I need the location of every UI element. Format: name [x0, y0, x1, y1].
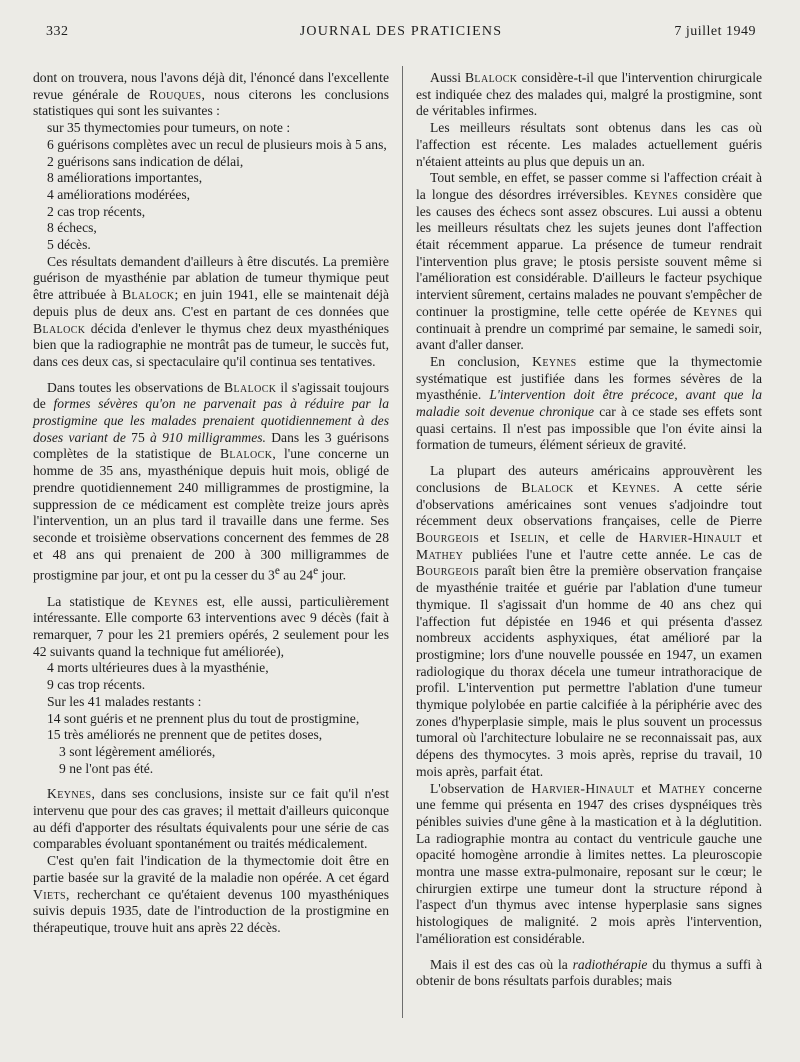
running-header	[46, 24, 756, 46]
list-intro: sur 35 thymectomies pour tumeurs, on note :	[47, 120, 291, 136]
list-item: 9 cas trop récents.	[47, 677, 146, 693]
list-item: 2 guérisons sans indication de délai,	[47, 153, 244, 169]
list-item: 4 améliorations modérées,	[47, 186, 191, 202]
paragraph: En conclusion, Keynes estime que la thymectomie systématique est justifiée dans les formes sévères de la myasthénie. L'intervention doit être précoce, avant que la maladie soit devenue chronique car à ce stade ses effets sont quasi certains. Il n'est pas impossible que l'on évite ainsi la formation de tumeurs, élément sérieux de gravité.	[416, 353, 763, 453]
list-item: 5 décès.	[47, 237, 91, 253]
paragraph: dont on trouvera, nous l'avons déjà dit, l'énoncé dans l'excellente revue générale de Rouques, nous citerons les conclusions statistiques qui sont les suivantes :	[33, 70, 389, 119]
left-column	[33, 70, 389, 937]
paragraph: Les meilleurs résultats sont obtenus dans les cas où l'affection est récente. Les malades actuellement guéris n'étaient atteints au plus que depuis un an.	[416, 120, 762, 169]
list-item: 3 sont légèrement améliorés,	[59, 743, 216, 759]
list-item: 15 très améliorés ne prennent que de petites doses,	[47, 727, 323, 743]
paragraph: Mais il est des cas où la radiothérapie du thymus a suffi à obtenir de bons résultats parfois durables; mais	[416, 956, 762, 989]
paragraph: Dans toutes les observations de Blalock il s'agissait toujours de formes sévères qu'on ne parvenait pas à réduire par la prostigmine que les malades prenaient quotidiennement à des doses variant de 75 à 910 milligrammes. Dans les 3 guérisons complètes de la statistique de Blalock, l'une concerne un homme de 35 ans, myasthénique depuis huit mois, obligé de prendre quotidiennement 240 milligrammes de prostigmine, la suppression de ce médicament est complète treize jours après l'intervention, un an plus tard il travaille dans une ferme. Ses seconde et troisième observations concernent des femmes de 28 et 48 ans qui prenaient de 200 à 300 milligrammes de prostigmine par jour, et ont pu la cesser du 3e au 24e jour.	[33, 379, 390, 583]
list-item: 2 cas trop récents,	[47, 203, 146, 219]
issue-date: 7 juillet 1949	[674, 24, 756, 39]
list-item: 8 améliorations importantes,	[47, 170, 203, 186]
list-item: 9 ne l'ont pas été.	[59, 760, 154, 776]
paragraph: La statistique de Keynes est, elle aussi, particulièrement intéressante. Elle comporte 63 interventions avec 9 décès (fait à remarquer, 7 pour les 21 premiers opérés, 2 seulement pour les 42 suivants quand la technique fut améliorée),	[33, 593, 389, 659]
list-item: 14 sont guéris et ne prennent plus du tout de prostigmine,	[47, 710, 360, 726]
paragraph: Keynes, dans ses conclusions, insiste sur ce fait qu'il n'est intervenu que pour des cas graves; il mettait d'ailleurs quiconque au défi d'apporter des résultats équivalents pour une série de cas comparables évoluant spontanément ou traités médicalement.	[33, 786, 389, 852]
list-item: 8 échecs,	[47, 220, 97, 236]
column-divider	[402, 66, 403, 1018]
paragraph: C'est qu'en fait l'indication de la thymectomie doit être en partie basée sur la gravité de la maladie non opérée. A cet égard Viets, recherchant ce qu'étaient devenus 100 myasthéniques suivis depuis 1935, date de l'introduction de la prostigmine en thérapeutique, trouve huit ans après 22 décès.	[33, 853, 389, 935]
paragraph: Ces résultats demandent d'ailleurs à être discutés. La première guérison de myasthénie par ablation de tumeur thymique peut être attribuée à Blalock; en juin 1941, elle se maintenait déjà depuis plus de deux ans. C'est en partant de ces données que Blalock décida d'enlever le thymus chez deux myasthéniques bien que la radiographie ne montrât pas de tumeur, le succès fut, dans ces deux cas, si spectaculaire qu'il continua ses tentatives.	[33, 253, 390, 369]
list-intro: Sur les 41 malades restants :	[47, 693, 202, 709]
page-number: 332	[46, 24, 69, 39]
list-item: 6 guérisons complètes avec un recul de plusieurs mois à 5 ans,	[47, 136, 387, 152]
right-column	[416, 70, 762, 990]
list-item: 4 morts ultérieures dues à la myasthénie,	[47, 660, 269, 676]
paragraph: La plupart des auteurs américains approuvèrent les conclusions de Blalock et Keynes. A cette série d'observations américaines sont venues s'adjoindre tout récemment deux observations françaises, celle de Pierre Bourgeois et Iselin, et celle de Harvier-Hinault et Mathey publiées l'une et l'autre cette année. Le cas de Bourgeois paraît bien être la première observation française de myasthénie traitée et guérie par l'ablation d'une tumeur thymique. Il s'agissait d'un homme de 40 ans chez qui l'affection fut dépistée en 1946 et qui présenta d'assez nombreux accidents asphyxiques, état amélioré par la prostigmine; lors d'une nouvelle poussée en 1947, un examen radiologique du thorax décela une tumeur intrathoracique de profil. L'intervention put permettre l'ablation d'une tumeur thymique polylobée en partie calcifiée à la périphérie avec des zones d'hyperplasie simple, mais le plus souvent un processus tumoral où l'architecture lobulaire ne se reconnaissait pas, aux dépens des thymocytes. 3 mois après, reprise du travail, 10 mois après, parfait état.	[416, 463, 762, 779]
journal-title: JOURNAL DES PRATICIENS	[299, 24, 503, 39]
paragraph: L'observation de Harvier-Hinault et Mathey concerne une femme qui présenta en 1947 des crises dyspnéiques très pénibles suivies d'une gêne à la mastication et à la déglutition. La radiographie montra au contact du ventricule gauche une opacité homogène arrondie à limites nettes. La pleuroscopie montra une masse extra-pulmonaire, reposant sur le cœur; le chirurgien extirpe une tumeur dont la structure répond à l'aspect d'un thymus avec intense hyperplasie sans signes histologiques de malignité. 2 mois après l'intervention, l'amélioration est considérable.	[416, 780, 762, 946]
paragraph: Tout semble, en effet, se passer comme si l'affection créait à la longue des désordres irréversibles. Keynes considère que les causes des échecs sont assez obscures. Lui aussi a obtenu les meilleurs résultats chez les sujets jeunes dont l'affection était récemment apparue. La présence de tumeur rendrait l'intervention plus grave; le ptosis persiste souvent même si l'amélioration est considérable. D'ailleurs le facteur psychique intervient sûrement, certains malades ne pouvant s'empêcher de continuer la prostigmine, telle cette opérée de Keynes qui continuait à prendre un comprimé par semaine, le samedi soir, avant d'aller danser.	[416, 170, 762, 353]
paragraph: Aussi Blalock considère-t-il que l'intervention chirurgicale est indiquée chez des malades qui, malgré la prostigmine, sont de véritables infirmes.	[416, 70, 763, 119]
